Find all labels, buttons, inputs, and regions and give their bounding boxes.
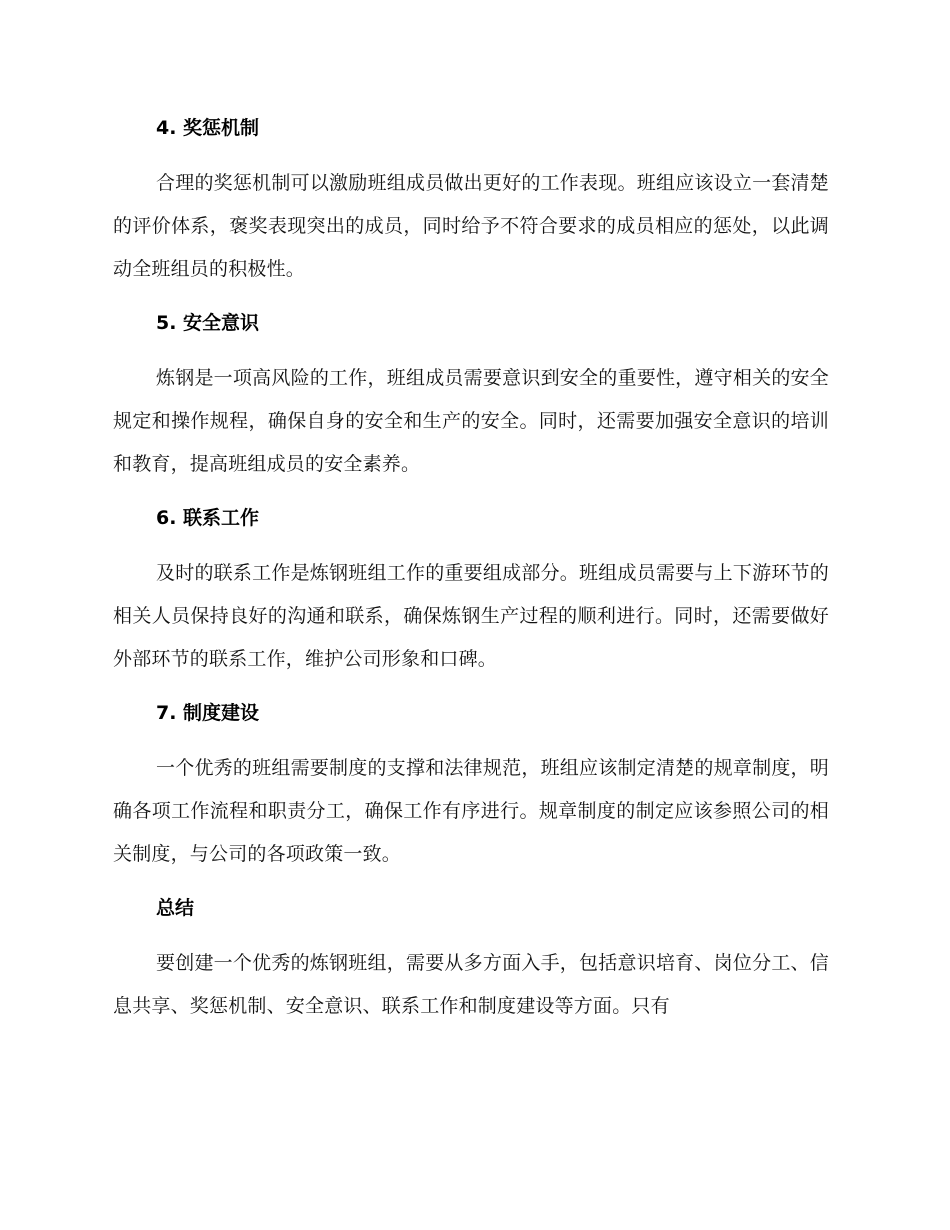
document-content [113, 110, 829, 1028]
section-heading-system-building: 7. 制度建设 [156, 702, 260, 724]
section-body-system-building: 一个优秀的班组需要制度的支撑和法律规范，班组应该制定清楚的规章制度，明确各项工作流程和职责分工，确保工作有序进行。规章制度的制定应该参照公司的相关制度，与公司的各项政策一致。 [113, 757, 829, 865]
section-body-reward-punishment: 合理的奖惩机制可以激励班组成员做出更好的工作表现。班组应该设立一套清楚的评价体系，褒奖表现突出的成员，同时给予不符合要求的成员相应的惩处，以此调动全班组员的积极性。 [113, 172, 829, 280]
section-heading-reward-punishment: 4. 奖惩机制 [156, 117, 260, 139]
section-heading-safety-awareness: 5. 安全意识 [156, 312, 260, 334]
section-heading-liaison-work: 6. 联系工作 [156, 507, 260, 529]
section-body-liaison-work: 及时的联系工作是炼钢班组工作的重要组成部分。班组成员需要与上下游环节的相关人员保持良好的沟通和联系，确保炼钢生产过程的顺利进行。同时，还需要做好外部环节的联系工作，维护公司形象和口碑。 [113, 562, 829, 670]
section-heading-summary: 总结 [156, 897, 195, 919]
section-body-summary: 要创建一个优秀的炼钢班组，需要从多方面入手，包括意识培育、岗位分工、信息共享、奖惩机制、安全意识、联系工作和制度建设等方面。只有 [113, 952, 829, 1017]
section-body-safety-awareness: 炼钢是一项高风险的工作，班组成员需要意识到安全的重要性，遵守相关的安全规定和操作规程，确保自身的安全和生产的安全。同时，还需要加强安全意识的培训和教育，提高班组成员的安全素养。 [113, 367, 829, 475]
